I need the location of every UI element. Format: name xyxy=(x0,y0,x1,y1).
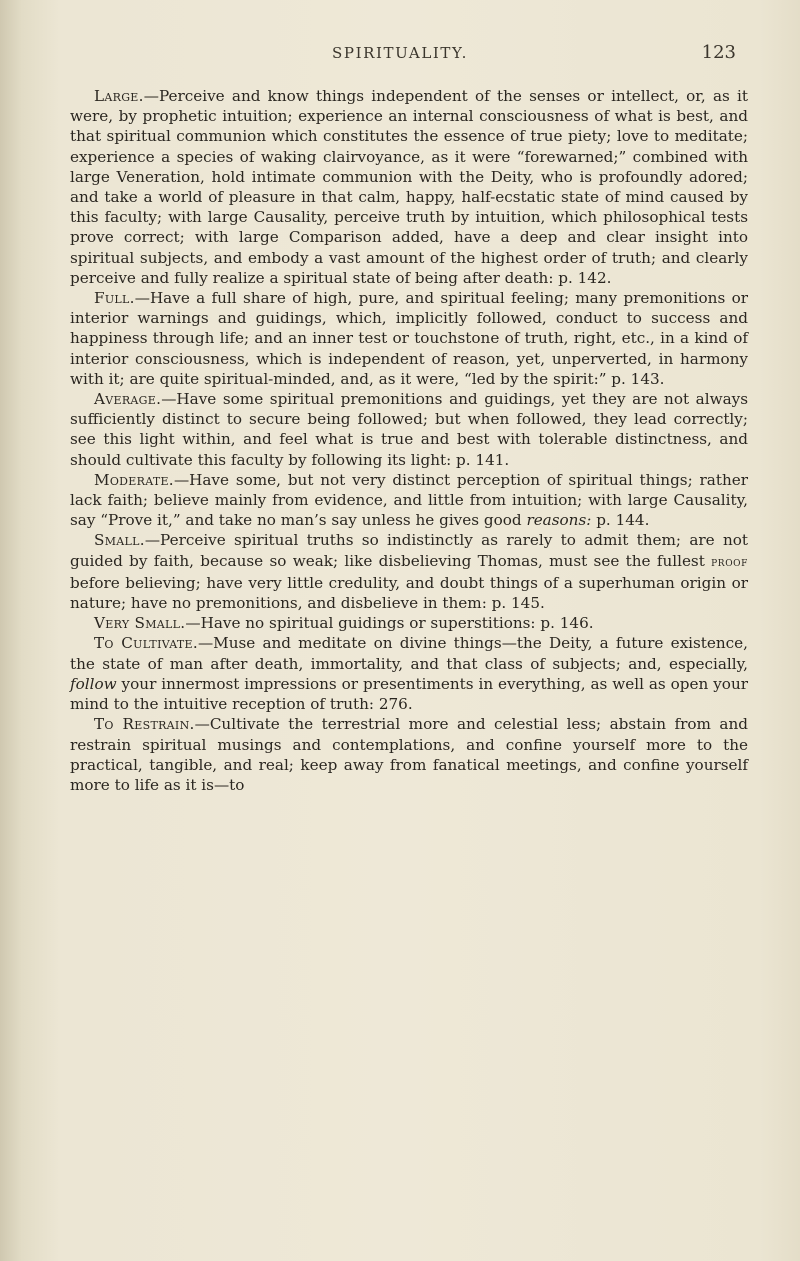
emphasis-text: proof xyxy=(711,554,748,570)
paragraph-small xyxy=(70,530,748,613)
paragraph-text: —Have no spiritual guidings or superstitions: p. 146. xyxy=(185,614,594,633)
paragraph-average xyxy=(70,389,748,470)
paragraph-text: your innermost impressions or presentiments in everything, as well as open your mind to the intuitive reception of truth: 276. xyxy=(70,674,748,714)
emphasis-text: follow xyxy=(70,674,117,693)
paragraph-text: —Perceive and know things independent of the senses or intellect, or, as it were, by prophetic intuition; experience an internal consciousness of what is best, and that spiritual communion which constitutes the essence of true piety; love to meditate; experience a species of waking clairvoyance, as it were “forewarned;” combined with large Veneration, hold intimate communion with the Deity, who is profoundly adored; and take a world of pleasure in that calm, happy, half-ecstatic state of mind caused by this faculty; with large Causality, perceive truth by intuition, which philosophical tests prove correct; with large Comparison added, have a deep and clear insight into spiritual subjects, and embody a vast amount of the highest order of truth; and clearly perceive and fully realize a spiritual state of being after death: p. 142. xyxy=(70,87,748,287)
paragraph-lead: Very Small. xyxy=(94,614,186,633)
paragraph-lead: Moderate. xyxy=(94,470,174,489)
paragraph-lead: To Cultivate. xyxy=(94,634,198,653)
emphasis-text: reasons: xyxy=(526,511,592,530)
body-text xyxy=(70,86,748,795)
paragraph-very-small xyxy=(70,613,748,633)
paragraph-lead: Average. xyxy=(94,390,162,409)
paragraph-text: p. 144. xyxy=(591,511,650,530)
paragraph-lead: Large. xyxy=(94,87,144,105)
page-header xyxy=(0,44,800,68)
paragraph-text: —Have some spiritual premonitions and guidings, yet they are not always sufficiently distinct to secure being followed; but when followed, they lead correctly; see this light within, and feel what is true and best with tolerable distinctness, and should cultivate this faculty by following its light: p. 141. xyxy=(70,390,748,469)
paragraph-text: —Cultivate the terrestrial more and celestial less; abstain from and restrain spiritual musings and contemplations, and confine yourself more to the practical, tangible, and real; keep away from fanatical meetings, and confine yourself more to life as it is—to xyxy=(70,715,748,794)
page-number: 123 xyxy=(701,42,736,63)
paragraph-lead: To Restrain. xyxy=(94,715,195,734)
running-title: SPIRITUALITY. xyxy=(332,44,468,62)
paragraph-text: before believing; have very little credulity, and doubt things of a superhuman origin or nature; have no premonitions, and disbelieve in them: p. 145. xyxy=(70,573,748,613)
paragraph-full xyxy=(70,288,748,389)
paragraph-to-cultivate xyxy=(70,633,748,714)
paragraph-text: —Have some, but not very distinct perception of spiritual things; rather lack faith; believe mainly from evidence, and little from intuition; with large Causality, say “Prove it,” and take no man’s say unless he gives good xyxy=(70,470,748,530)
paragraph-to-restrain xyxy=(70,714,748,795)
paragraph-moderate xyxy=(70,470,748,531)
paragraph-text: —Have a full share of high, pure, and spiritual feeling; many premonitions or interior warnings and guidings, which, implicitly followed, conduct to success and happiness through life; and an inner test or touchstone of truth, right, etc., in a kind of interior consciousness, which is independent of reason, yet, unperverted, in harmony with it; are quite spiritual-minded, and, as it were, “led by the spirit:” p. 143. xyxy=(70,289,748,388)
paragraph-lead: Small. xyxy=(94,531,145,550)
paragraph-lead: Full. xyxy=(94,289,135,308)
paragraph-large xyxy=(70,86,748,288)
paragraph-text: —Perceive spiritual truths so indistinctly as rarely to admit them; are not guided by faith, because so weak; like disbelieving Thomas, must see the fullest xyxy=(70,531,748,570)
paragraph-text: —Muse and meditate on divine things—the Deity, a future existence, the state of man after death, immortality, and that class of subjects; and, especially, xyxy=(70,634,748,673)
